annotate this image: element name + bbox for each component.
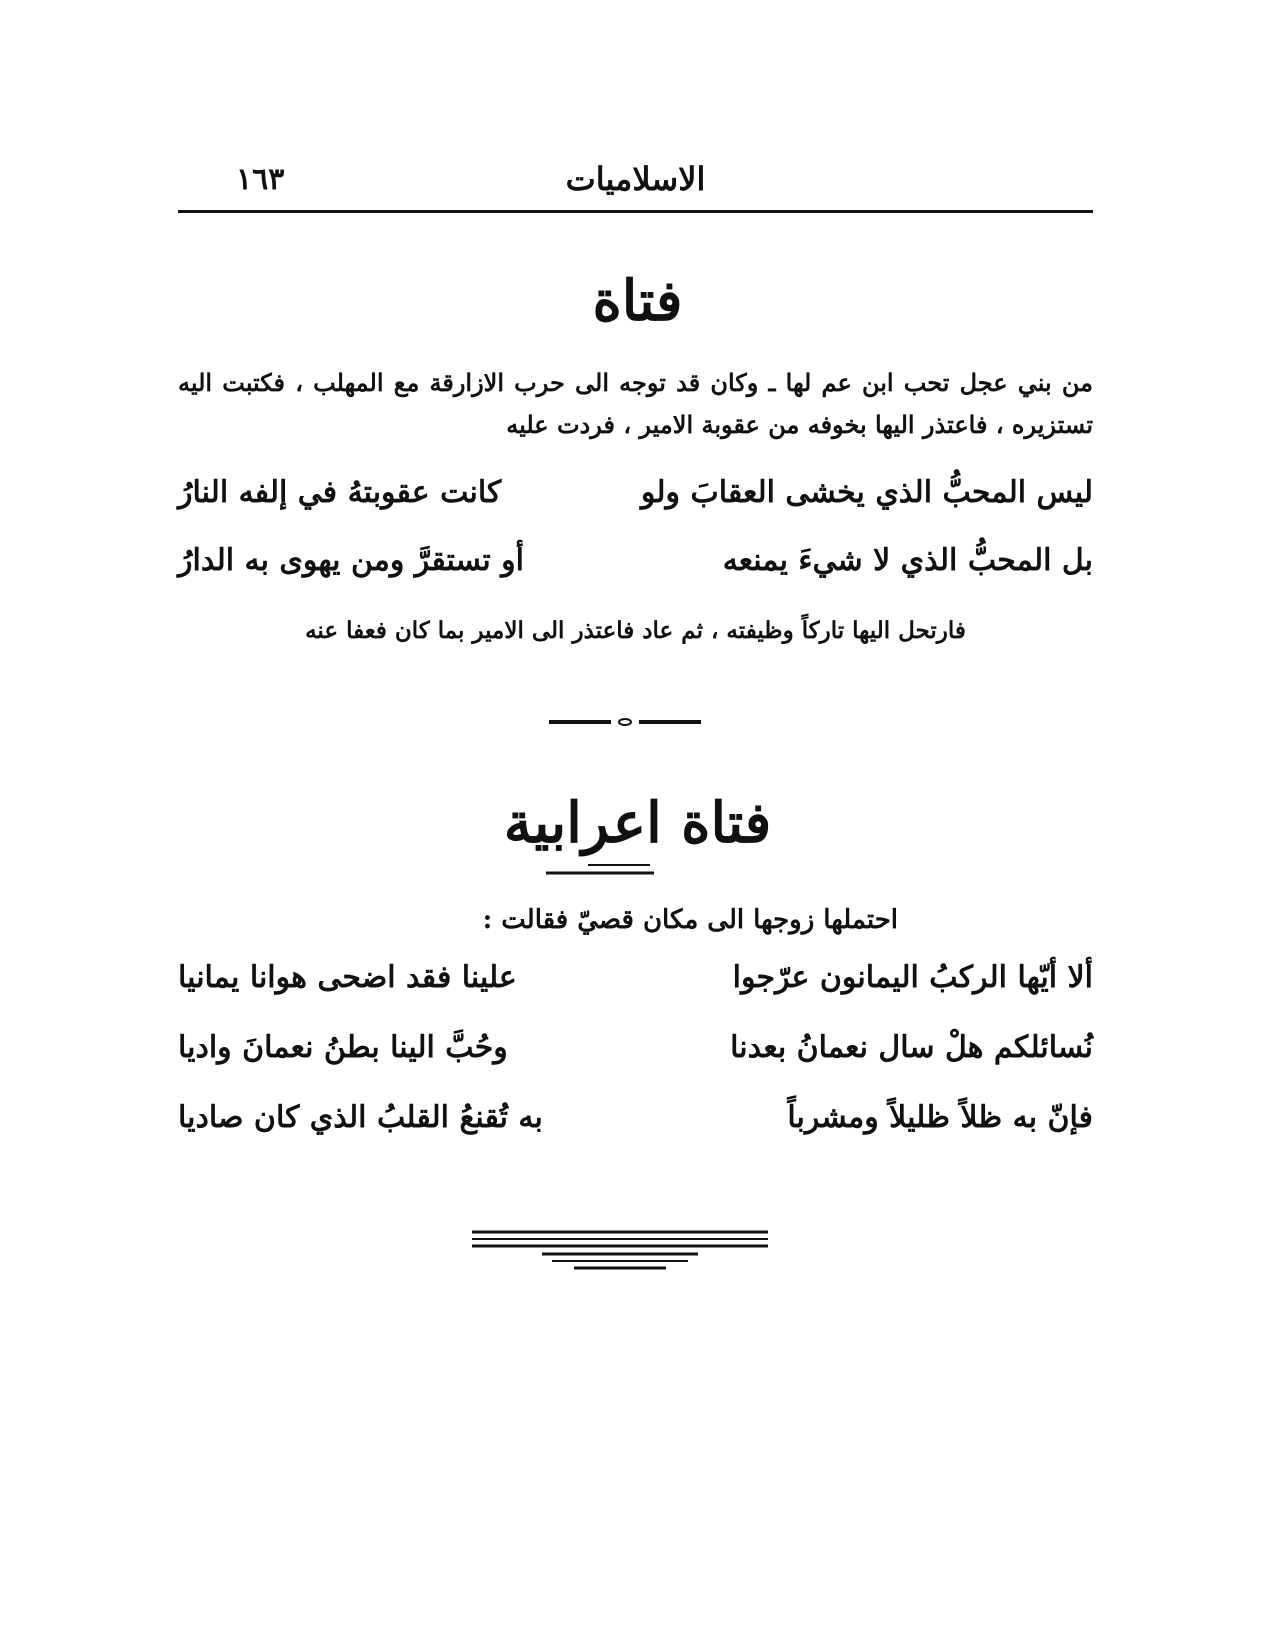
verse-1-1-second-hemistich: كانت عقوبتهُ في إلفه النارُ	[178, 475, 502, 510]
running-title: الاسلاميات	[565, 160, 706, 198]
section-title-2: فتاة اعرابية	[503, 790, 772, 856]
verse-2-2	[178, 1030, 1093, 1090]
verse-1-2	[178, 543, 1093, 603]
section-1-intro: من بني عجل تحب ابن عم لها ـ وكان قد توجه الى حرب الازارقة مع المهلب ، فكتبت اليه تستزيره ، فاعتذر اليها بخوفه من عقوبة الامير ، فردت عليه	[178, 368, 1093, 439]
page-header	[178, 160, 1093, 204]
verse-2-3-second-hemistich: به تُقنعُ القلبُ الذي كان صاديا	[178, 1100, 543, 1135]
verse-2-3	[178, 1100, 1093, 1160]
section-title-1: فتاة	[592, 268, 683, 334]
end-ornament	[470, 1228, 770, 1278]
verse-2-3-first-hemistich: فإنّ به ظلاً ظليلاً ومشرباً	[787, 1100, 1093, 1135]
verse-2-1-second-hemistich: علينا فقد اضحى هوانا يمانيا	[178, 960, 517, 995]
verse-1-1-first-hemistich: ليس المحبُّ الذي يخشى العقابَ ولو	[640, 475, 1093, 510]
verse-2-2-second-hemistich: وحُبَّ الينا بطنُ نعمانَ واديا	[178, 1030, 508, 1065]
header-rule	[178, 210, 1093, 213]
verse-2-1-first-hemistich: ألا أيّها الركبُ اليمانون عرّجوا	[732, 960, 1093, 995]
verse-2-1	[178, 960, 1093, 1020]
section-2-intro: احتملها زوجها الى مكان قصيّ فقالت :	[482, 905, 898, 935]
verse-1-2-first-hemistich: بل المحبُّ الذي لا شيءَ يمنعه	[722, 543, 1093, 578]
verse-2-2-first-hemistich: نُسائلكم هلْ سال نعمانُ بعدنا	[730, 1030, 1093, 1065]
verse-1-1	[178, 475, 1093, 535]
section-divider	[545, 715, 705, 729]
verse-1-2-second-hemistich: أو تستقرَّ ومن يهوى به الدارُ	[178, 543, 524, 578]
section-1-outro: فارتحل اليها تاركاً وظيفته ، ثم عاد فاعتذر الى الامير بما كان فعفا عنه	[305, 617, 966, 644]
page-number: ١٦٣	[236, 162, 285, 197]
title-underline	[540, 862, 660, 878]
